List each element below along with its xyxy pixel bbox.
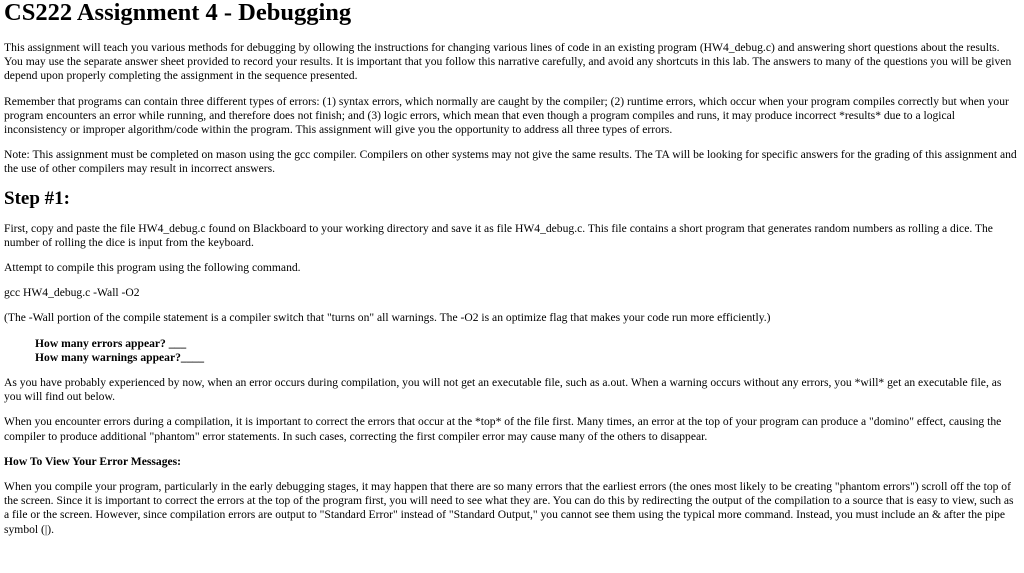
wall-explanation: (The -Wall portion of the compile statement is a compiler switch that "turns on" all warnings. The -O2 is an optimize flag that makes your code run more efficiently.): [4, 311, 771, 325]
question-errors: How many errors appear? ___: [35, 336, 187, 350]
executable-paragraph: As you have probably experienced by now, when an error occurs during compilation, you will not get an executable file, such as a.out. When a warning occurs without any errors, you *will* get an executable file, as you will find out below.: [4, 376, 1002, 404]
intro-paragraph: This assignment will teach you various methods for debugging by ollowing the instructions for changing various lines of code in an existing program (HW4_debug.c) and answering short questions about the results. You may use the separate answer sheet provided to record your results. It is important that you follow this narrative carefully, and avoid any shortcuts in this lab. The answers to many of the questions you will be given depend upon properly completing the assignment in the sequence presented.: [4, 41, 1012, 83]
page-title: CS222 Assignment 4 - Debugging: [4, 0, 352, 26]
view-errors-subheading: How To View Your Error Messages:: [4, 454, 182, 468]
domino-paragraph: When you encounter errors during a compilation, it is important to correct the errors that occur at the *top* of the file first. Many times, an error at the top of your program can produce a "domino" effect, causing the compiler to produce additional "phantom" error statements. In such cases, correcting the first compiler error may cause many of the others to disappear.: [4, 415, 1002, 443]
step1-compile-paragraph: Attempt to compile this program using the following command.: [4, 261, 301, 275]
note-paragraph: Note: This assignment must be completed on mason using the gcc compiler. Compilers on other systems may not give the same results. The TA will be looking for specific answers for the grading of this assignment and the use of other compilers may result in incorrect answers.: [4, 148, 1017, 176]
question-warnings: How many warnings appear?____: [35, 350, 205, 364]
compile-command: gcc HW4_debug.c -Wall -O2: [4, 286, 140, 300]
step1-copy-paragraph: First, copy and paste the file HW4_debug.c found on Blackboard to your working directory and save it as file HW4_debug.c. This file contains a short program that generates random numbers as rolling a dice. The number of rolling the dice is input from the keyboard.: [4, 221, 993, 249]
step1-heading: Step #1:: [4, 187, 70, 209]
view-errors-paragraph: When you compile your program, particularly in the early debugging stages, it may happen that there are so many errors that the earliest errors (the ones most likely to be creating "phantom errors") scroll off the top of the screen. Since it is important to correct the errors at the top of the program first, you will need to see what they are. You can do this by redirecting the output of the compilation to a source that is easy to view, such as a file or the screen. However, since compilation errors are output to "Standard Error" instead of "Standard Output," you cannot see them using the typical more command. Instead, you must include an & after the pipe symbol (|).: [4, 480, 1014, 536]
error-types-paragraph: Remember that programs can contain three different types of errors: (1) syntax errors, which normally are caught by the compiler; (2) runtime errors, which occur when your program compiles correctly but when your program encounters an error while running, and therefore does not finish; and (3) logic errors, which mean that even though a program compiles and runs, it may produce incorrect *results* due to a logical inconsistency or improper algorithm/code within the program. This assignment will give you the opportunity to address all three types of errors.: [4, 94, 1009, 137]
